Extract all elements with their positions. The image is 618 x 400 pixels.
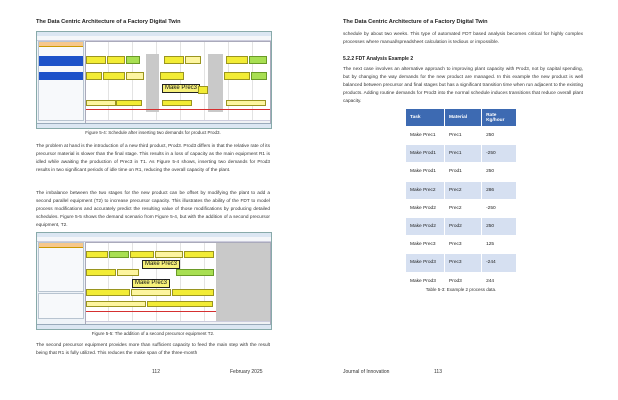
idle-period [146,54,159,112]
table-header-row [406,109,517,127]
grid-line [228,42,229,125]
table-cell: Prod3 [445,272,482,290]
table-row [406,145,517,163]
inventory-line [86,109,270,110]
table-cell: Prec1 [445,127,482,145]
selected-resource-row [39,72,83,80]
gantt-block [184,251,214,258]
gantt-block [109,251,129,258]
gantt-block [130,251,154,258]
grid-line [204,42,205,125]
resource-panel [38,242,84,292]
unscheduled-area [216,243,270,326]
gantt-block-label: Make Prec3 [142,260,180,269]
selected-resource-row [39,56,83,66]
table-header-cell: Task [406,109,445,127]
gantt-chart [85,41,271,126]
gantt-block [126,72,144,80]
table-cell: Make Prod3 [406,272,445,290]
body-paragraph: The imbalance between the two stages for the new product can be offset by modifying the plant to add a second parallel equipment (T2) to increase precursor capacity. This illustrates the ability of the FDT to model process modifications and accurately predict the resulting value of those modifications by producing detailed schedules. Figure 5-5 shows the demand scenario from Figure 5-4, but with the addition of a second precursor equipment, T2. [36,191,270,228]
gantt-block [160,72,184,80]
gantt-block [147,301,213,307]
gantt-block [86,289,130,296]
inventory-line [86,311,216,312]
body-paragraph: The next case involves an alternative approach to improving plant capacity with Prod3, not by capital spending, but by changing the way demands for the new product are managed. In this example the new product is well balanced between precursor and final stages but has a significant transition time when run adjacent to the existing products. Adding routine demands for Prod3 into the normal schedule induces transitions that reduce overall plant capacity. [343,67,583,104]
window-statusbar [37,123,271,128]
table-cell: Make Prec1 [406,127,445,145]
window-statusbar [37,324,271,329]
gantt-block [86,269,116,276]
gantt-block [117,269,139,276]
table-cell: -250 [482,145,517,163]
table-cell: Prec2 [445,199,482,217]
table-row [406,217,517,235]
gantt-block [155,251,183,258]
gantt-block [185,56,201,64]
page-number: 112 [152,369,160,375]
gantt-block [103,72,125,80]
running-header: The Data Centric Architecture of a Factory Digital Twin [36,19,181,25]
table-cell: Prod2 [445,217,482,235]
gantt-block [86,100,116,106]
process-data-table [405,108,517,291]
table-cell: 286 [482,181,517,199]
table-row [406,127,517,145]
table-cell: Make Prod2 [406,217,445,235]
section-heading: 5.2.2 FDT Analysis Example 2 [343,56,414,62]
table-cell: Make Prod3 [406,254,445,272]
gantt-chart [85,242,271,327]
resource-panel-header [39,243,83,248]
figure-5-4-screenshot [36,31,272,129]
gantt-block [172,289,214,296]
table-cell: Make Prod1 [406,163,445,181]
table-cell: Prec3 [445,236,482,254]
gantt-block [198,86,208,94]
gantt-block [126,56,140,64]
figure-5-5-screenshot [36,232,272,330]
gantt-block [86,251,108,258]
gantt-block [162,100,192,106]
gantt-block [107,56,125,64]
table-header-cell: Rate Kg/hour [482,109,517,127]
body-paragraph: schedule by about two weeks. This type of automated FDT based analysis becomes critical for highly complex processes where manual/spreadsheet calculation is tedious or impossible. [343,32,583,45]
table-row [406,236,517,254]
figure-caption: Figure 5-5: The addition of a second precursor equipment T2. [91,331,215,336]
table-cell: -244 [482,254,517,272]
table-cell: 250 [482,217,517,235]
gantt-block [86,56,106,64]
grid-line [108,42,109,125]
resource-panel-header [39,42,83,47]
table-cell: 125 [482,236,517,254]
gantt-block [226,100,266,106]
idle-period [208,54,223,112]
table-cell: Make Prec2 [406,181,445,199]
table-cell: 250 [482,163,517,181]
grid-line [132,42,133,125]
gantt-block [226,56,248,64]
gantt-block [249,56,267,64]
table-cell: Prec2 [445,181,482,199]
table-caption: Table 5-3: Example 2 process data. [425,287,497,292]
gantt-block-label: Make Prec3 [162,84,200,93]
gantt-block [116,100,142,106]
figure-caption: Figure 5-4: Schedule after inserting two demands for product Prod3. [85,130,221,135]
grid-line [252,42,253,125]
table-cell: 244 [482,272,517,290]
table-header-cell: Material [445,109,482,127]
right-page [309,0,618,400]
gantt-block [164,56,184,64]
footer-date: February 2025 [230,369,263,375]
table-cell: Make Prec3 [406,236,445,254]
gantt-block [224,72,250,80]
gantt-block [176,269,214,276]
table-cell: -250 [482,199,517,217]
gantt-block [86,301,146,307]
gantt-block [86,72,102,80]
table-cell: 250 [482,127,517,145]
body-paragraph: The second precursor equipment provides more than sufficient capacity to feed the main step with the result being that R1 is fully utilized. This reduces the make span of the three-month [36,343,270,356]
body-paragraph: The problem at hand is the introduction of a new third product, Prod3. Prod3 differs in that the relative rate of its precursor material is slower than the final stage. This results in a loss of capacity as the main equipment R1 is idled while awaiting the production of Prec3 in T1. As Figure 5-4 shows, inserting two demands for Prod3 results in two significant periods of idle time on R1, reducing the overall capacity of the plant. [36,144,270,173]
footer-journal: Journal of Innovation [343,369,390,375]
gantt-block-label: Make Prec3 [132,279,170,288]
gantt-block [251,72,267,80]
control-panel [38,293,84,319]
resource-panel [38,41,84,121]
gantt-block [131,289,171,296]
table-cell: Make Prod1 [406,145,445,163]
table-row [406,199,517,217]
table-cell: Prod1 [445,163,482,181]
table-row [406,163,517,181]
page-number: 113 [434,369,442,375]
running-header: The Data Centric Architecture of a Factory Digital Twin [343,19,488,25]
table-row [406,181,517,199]
table-row [406,254,517,272]
table-cell: Prec3 [445,254,482,272]
table-cell: Make Prod2 [406,199,445,217]
table-cell: Prec1 [445,145,482,163]
